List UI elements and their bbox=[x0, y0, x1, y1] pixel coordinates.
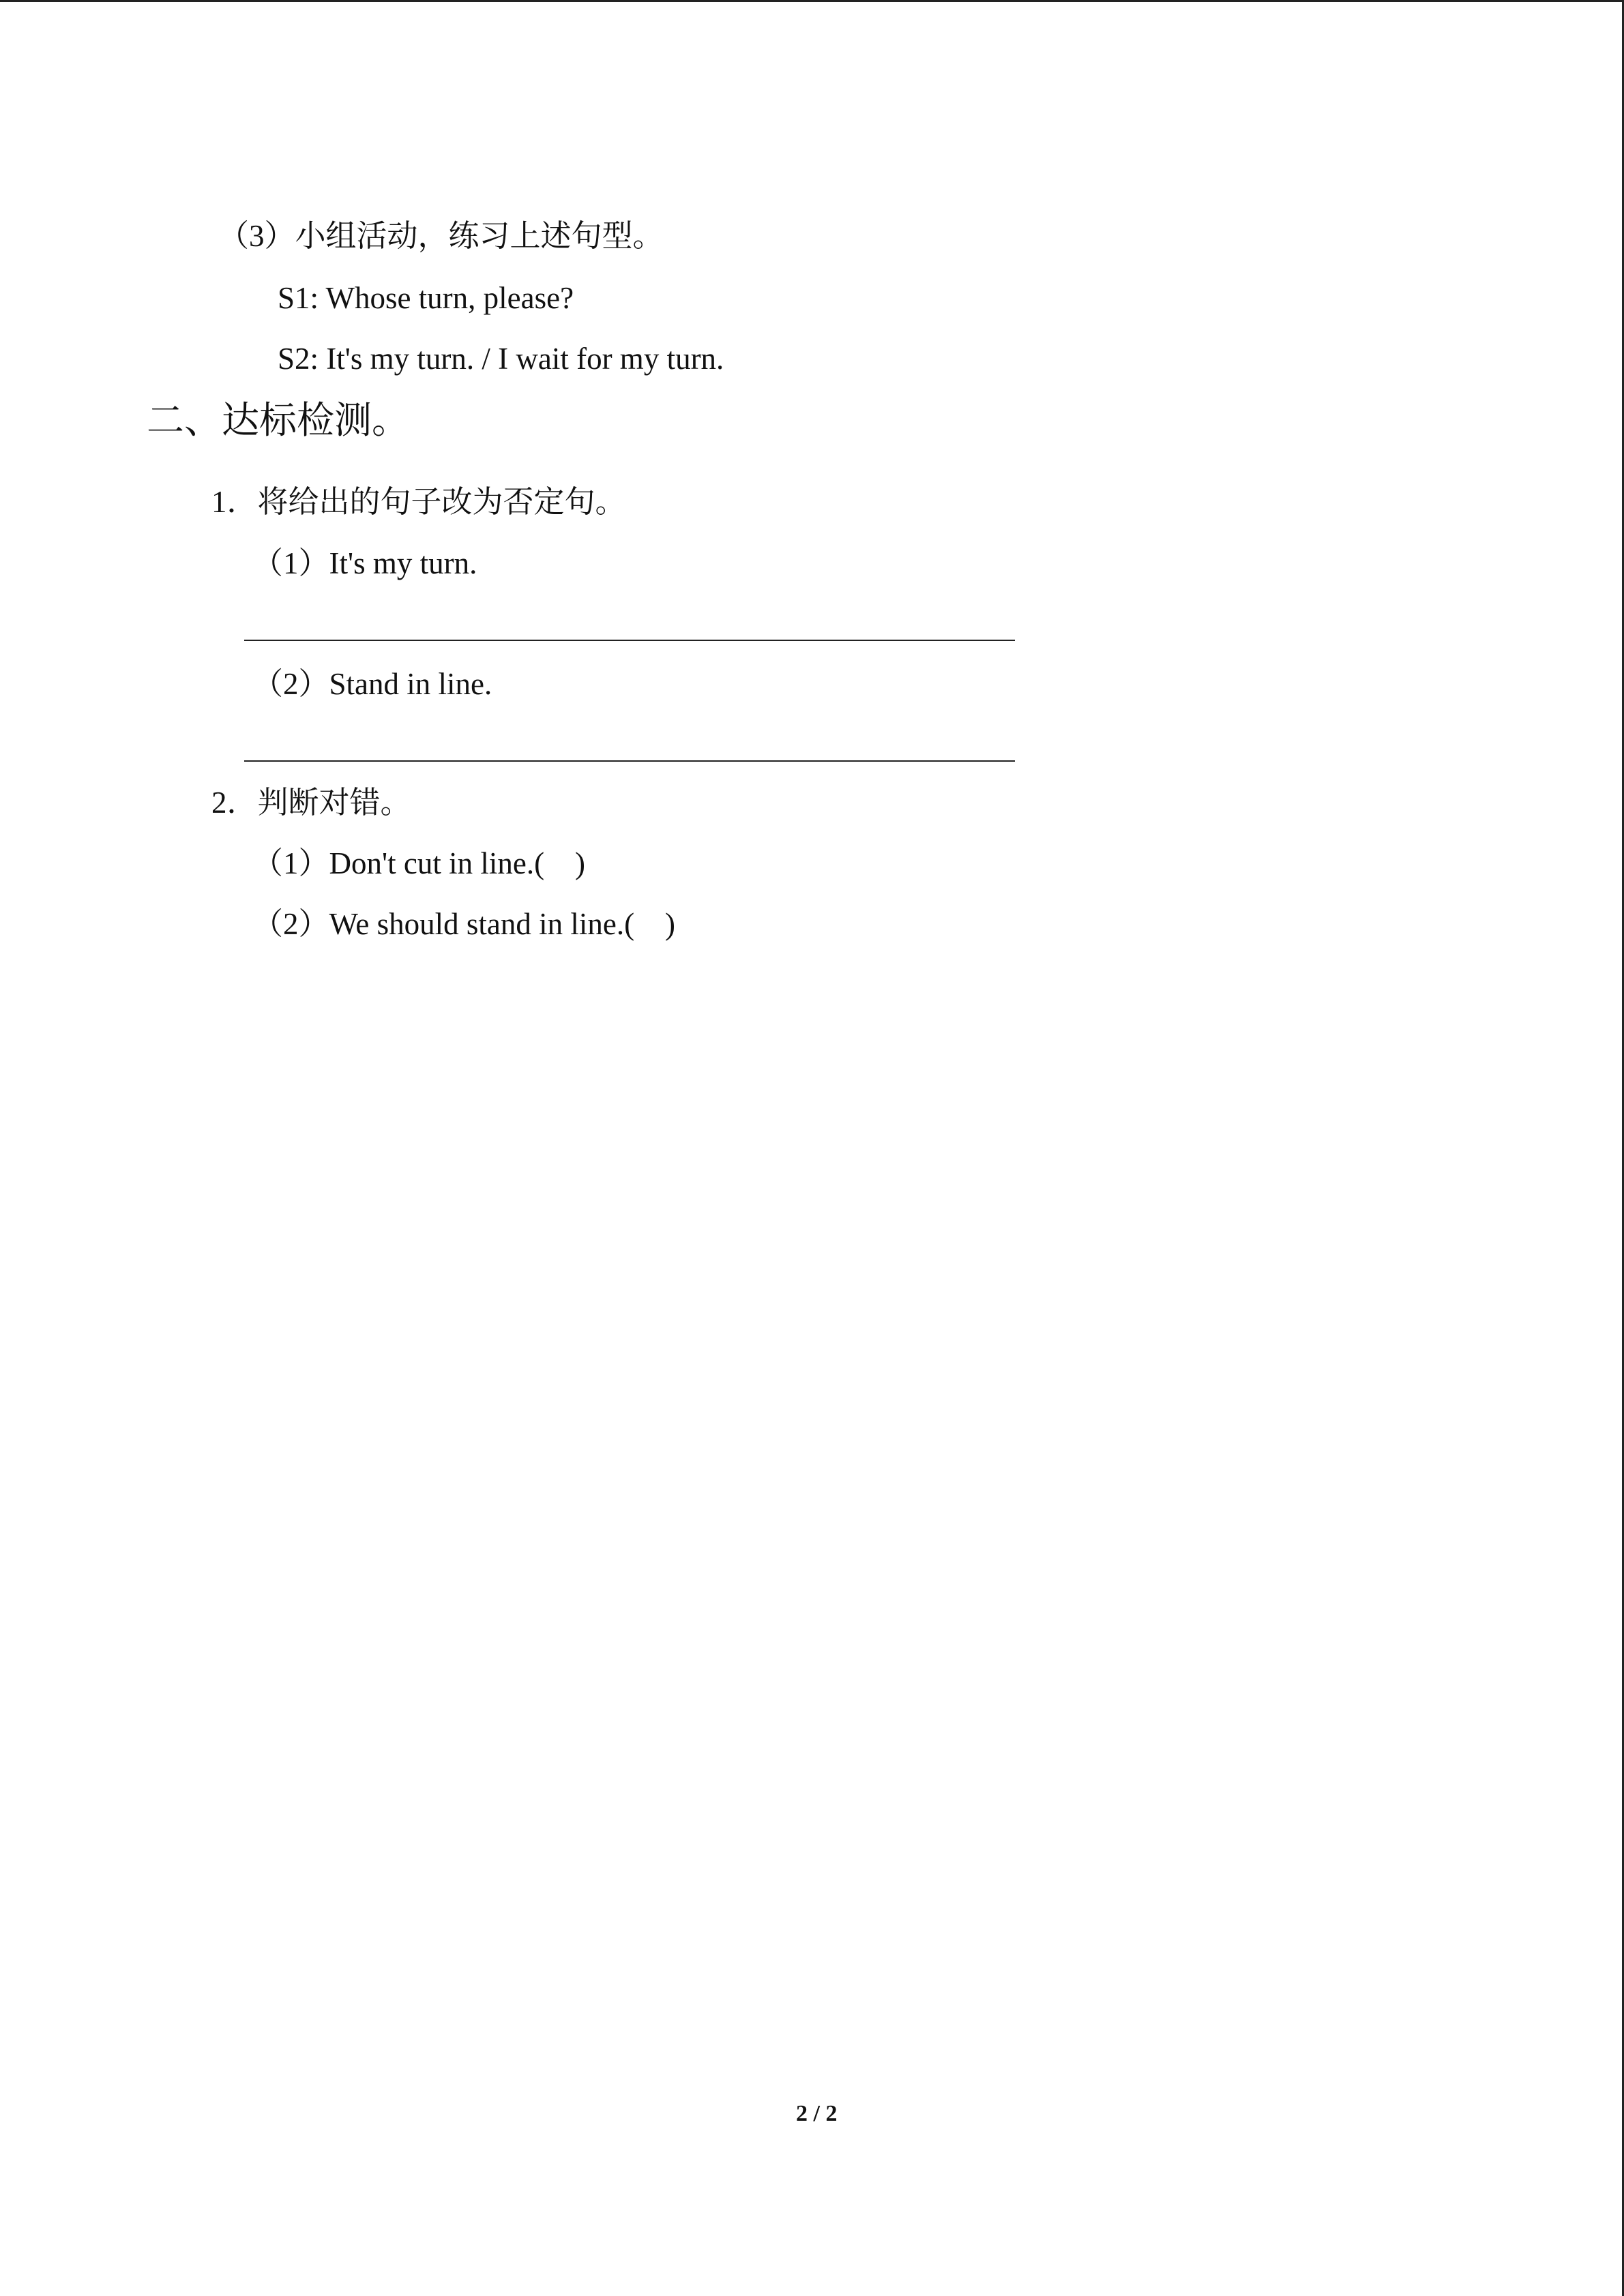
section-heading: 二、达标检测。 bbox=[147, 400, 410, 441]
question-1-sub-1: （1）It's my turn. bbox=[252, 546, 477, 580]
page-border-top bbox=[0, 0, 1624, 2]
question-1-sub-2: （2）Stand in line. bbox=[252, 667, 492, 701]
answer-line-1[interactable] bbox=[244, 640, 1015, 641]
dialogue-s1: S1: Whose turn, please? bbox=[278, 281, 574, 315]
question-2-sub-1: （1）Don't cut in line.( ) bbox=[252, 846, 586, 880]
question-2-label: 2．判断对错。 bbox=[211, 786, 411, 820]
question-1-label: 1．将给出的句子改为否定句。 bbox=[211, 485, 626, 519]
answer-line-2[interactable] bbox=[244, 760, 1015, 762]
practice-item-3: （3）小组活动，练习上述句型。 bbox=[218, 219, 664, 253]
question-2-sub-2: （2）We should stand in line.( ) bbox=[252, 907, 676, 941]
page-number: 2 / 2 bbox=[796, 2101, 838, 2126]
dialogue-s2: S2: It's my turn. / I wait for my turn. bbox=[278, 342, 724, 376]
